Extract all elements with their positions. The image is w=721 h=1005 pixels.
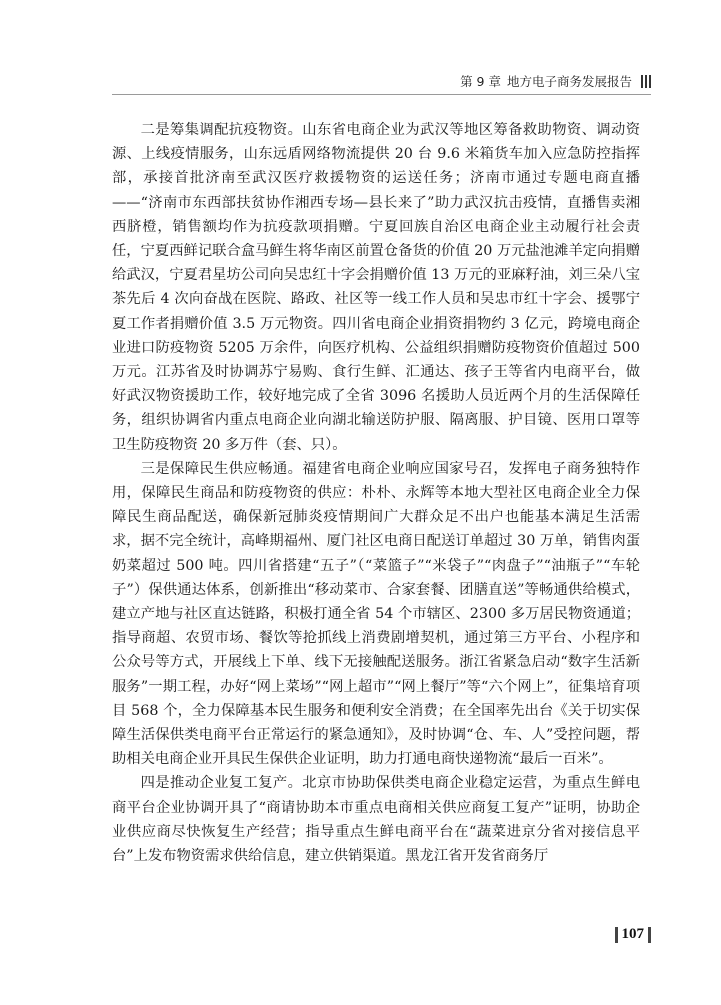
header-bars-decoration [641,75,651,88]
header-rule [112,94,651,95]
body-text [112,118,640,868]
running-header [460,72,651,90]
chapter-title: 地方电子商务发展报告 [506,74,632,89]
chapter-label: 第 9 章 [460,74,501,89]
paragraph-supplies: 二是筹集调配抗疫物资。山东省电商企业为武汉等地区筹备救助物资、调动资源、上线疫情服务，山东远盾网络物流提供 20 台 9.6 米箱货车加入应急防控指挥部，承接首批济南至武汉医疗救援物资的运送任务；济南市通过专题电商直播——“济南市东西部扶贫协作湘西专场—县长来了”助力武汉抗击疫情，直播售卖湘西脐橙，销售额均作为抗疫款项捐赠。宁夏回族自治区电商企业主动履行社会责任，宁夏西鲜记联合盒马鲜生将华南区前置仓备货的价值 20 万元盐池滩羊定向捐赠给武汉，宁夏君星坊公司向吴忠红十字会捐赠价值 13 万元的亚麻籽油，刘三朵八宝茶先后 4 次向奋战在医院、路政、社区等一线工作人员和吴忠市红十字会、援鄂宁夏工作者捐赠价值 3.5 万元物资。四川省电商企业捐资捐物约 3 亿元，跨境电商企业进口防疫物资 5205 万余件，向医疗机构、公益组织捐赠防疫物资价值超过 500 万元。江苏省及时协调苏宁易购、食行生鲜、汇通达、孩子王等省内电商平台，做好武汉物资援助工作，较好地完成了全省 3096 名援助人员近两个月的生活保障任务，组织协调省内重点电商企业向湖北输送防护服、隔离服、护目镜、医用口罩等卫生防疫物资 20 多万件（套、只）。 [112,122,640,453]
folio-bar-left [615,927,618,943]
page-number: 107 [621,926,644,942]
page-number-block [615,926,652,943]
paragraph-resumption: 四是推动企业复工复产。北京市协助保供类电商企业稳定运营，为重点生鲜电商平台企业协调开具了“商请协助本市重点电商相关供应商复工复产”证明，协助企业供应商尽快恢复生产经营；指导重点生鲜电商平台在“蔬菜进京分省对接信息平台”上发布物资需求供给信息，建立供销渠道。黑龙江省开发省商务厅 [112,775,640,865]
folio-bar-right [648,927,651,943]
paragraph-livelihood: 三是保障民生供应畅通。福建省电商企业响应国家号召，发挥电子商务独特作用，保障民生商品和防疫物资的供应：朴朴、永辉等本地大型社区电商企业全力保障民生商品配送，确保新冠肺炎疫情期间广大群众足不出户也能基本满足生活需求，据不完全统计，高峰期福州、厦门社区电商日配送订单超过 30 万单，销售肉蛋奶菜超过 500 吨。四川省搭建“五子”（“菜篮子”“米袋子”“肉盘子”“油瓶子”“车轮子”）保供通达体系，创新推出“移动菜市、合家套餐、团膳直送”等畅通供给模式，建立产地与社区直达链路，积极打通全省 54 个市辖区、2300 多万居民物资通道；指导商超、农贸市场、餐饮等抢抓线上消费剧增契机，通过第三方平台、小程序和公众号等方式，开展线上下单、线下无接触配送服务。浙江省紧急启动“数字生活新服务”一期工程，办好“网上菜场”“网上超市”“网上餐厅”等“六个网上”，征集培育项目 568 个，全力保障基本民生服务和便利安全消费；在全国率先出台《关于切实保障生活保供类电商平台正常运行的紧急通知》，及时协调“仓、车、人”受控问题，帮助相关电商企业开具民生保供企业证明，助力打通电商快递物流“最后一百米”。 [112,460,640,768]
